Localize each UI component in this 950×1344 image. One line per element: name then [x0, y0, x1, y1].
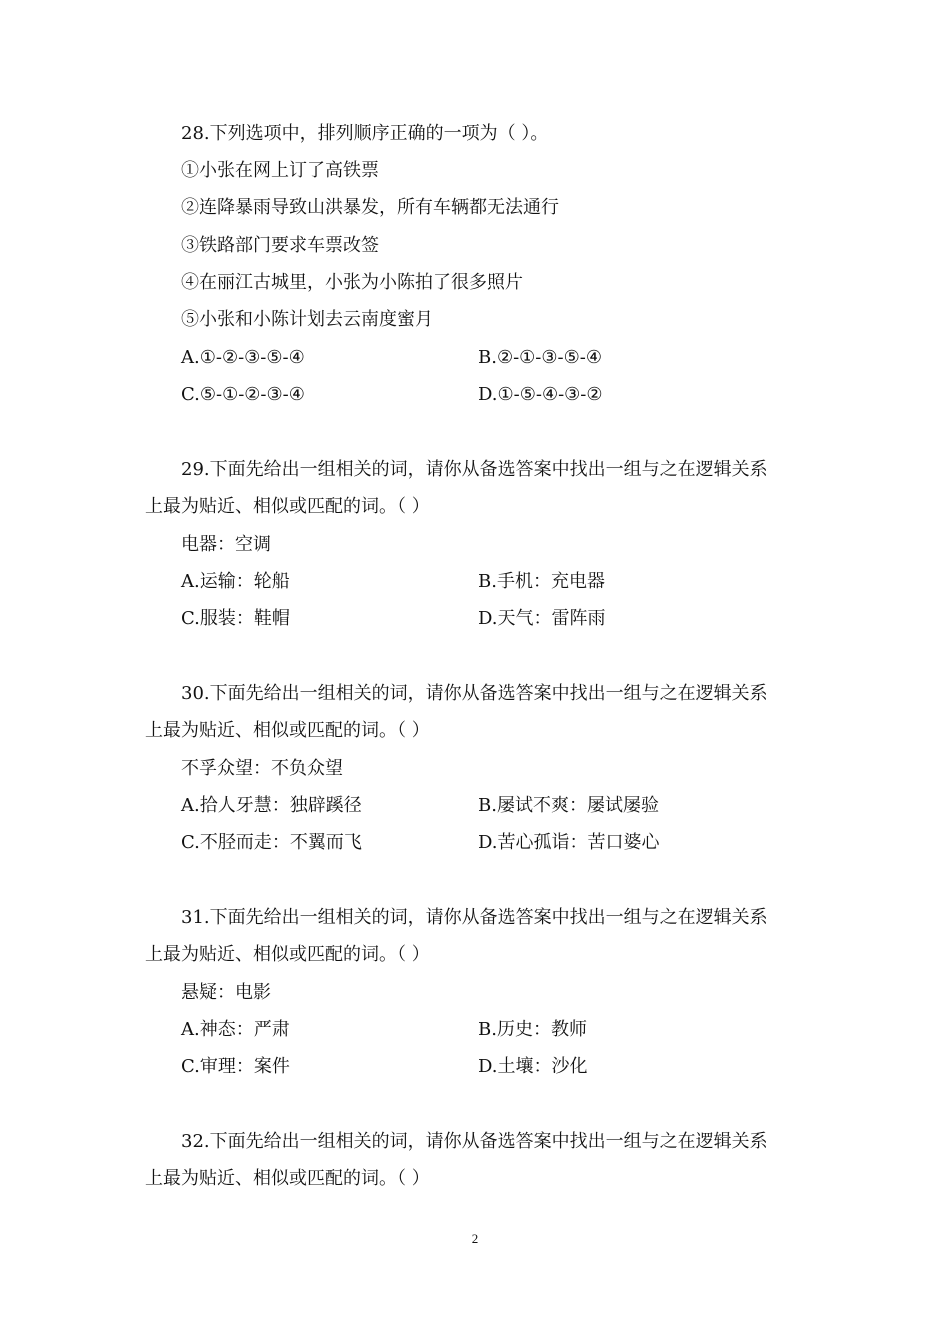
question-30-option-b: B.屡试不爽：屡试屡验 — [478, 795, 659, 816]
question-28-stem: 28.下列选项中，排列顺序正确的一项为（ ）。 — [181, 123, 549, 144]
question-30-stem-line-1: 30.下面先给出一组相关的词，请你从备选答案中找出一组与之在逻辑关系 — [181, 683, 768, 704]
question-31-option-a: A.神态：严肃 — [181, 1019, 290, 1040]
question-32-stem-line-1: 32.下面先给出一组相关的词，请你从备选答案中找出一组与之在逻辑关系 — [181, 1131, 768, 1152]
question-28-option-c: C.⑤-①-②-③-④ — [181, 384, 305, 405]
question-29-option-d: D.天气：雷阵雨 — [478, 608, 606, 629]
question-28-item-3: ③铁路部门要求车票改签 — [181, 235, 379, 256]
question-29-stem-line-2: 上最为贴近、相似或匹配的词。（ ） — [145, 496, 430, 517]
question-29-option-c: C.服装：鞋帽 — [181, 608, 290, 629]
question-28-option-b: B.②-①-③-⑤-④ — [478, 347, 602, 368]
question-30-pair: 不孚众望：不负众望 — [181, 758, 343, 779]
question-29-option-a: A.运输：轮船 — [181, 571, 290, 592]
question-30-stem-line-2: 上最为贴近、相似或匹配的词。（ ） — [145, 720, 430, 741]
question-32-stem-line-2: 上最为贴近、相似或匹配的词。（ ） — [145, 1168, 430, 1189]
question-28-item-4: ④在丽江古城里，小张为小陈拍了很多照片 — [181, 272, 523, 293]
question-28-item-1: ①小张在网上订了高铁票 — [181, 160, 379, 181]
question-29-option-b: B.手机：充电器 — [478, 571, 605, 592]
question-28-item-5: ⑤小张和小陈计划去云南度蜜月 — [181, 309, 433, 330]
question-30-option-d: D.苦心孤诣：苦口婆心 — [478, 832, 660, 853]
question-31-stem-line-2: 上最为贴近、相似或匹配的词。（ ） — [145, 944, 430, 965]
question-31-stem-line-1: 31.下面先给出一组相关的词，请你从备选答案中找出一组与之在逻辑关系 — [181, 907, 768, 928]
question-29-stem-line-1: 29.下面先给出一组相关的词，请你从备选答案中找出一组与之在逻辑关系 — [181, 459, 768, 480]
page-number: 2 — [471, 1231, 479, 1246]
question-28-option-d: D.①-⑤-④-③-② — [478, 384, 603, 405]
question-31-option-c: C.审理：案件 — [181, 1056, 290, 1077]
question-31-option-b: B.历史：教师 — [478, 1019, 587, 1040]
question-31-pair: 悬疑：电影 — [181, 982, 271, 1003]
question-31-option-d: D.土壤：沙化 — [478, 1056, 588, 1077]
question-28-option-a: A.①-②-③-⑤-④ — [181, 347, 305, 368]
question-30-option-c: C.不胫而走：不翼而飞 — [181, 832, 362, 853]
question-30-option-a: A.拾人牙慧：独辟蹊径 — [181, 795, 362, 816]
question-28-item-2: ②连降暴雨导致山洪暴发，所有车辆都无法通行 — [181, 197, 559, 218]
question-29-pair: 电器：空调 — [181, 534, 271, 555]
